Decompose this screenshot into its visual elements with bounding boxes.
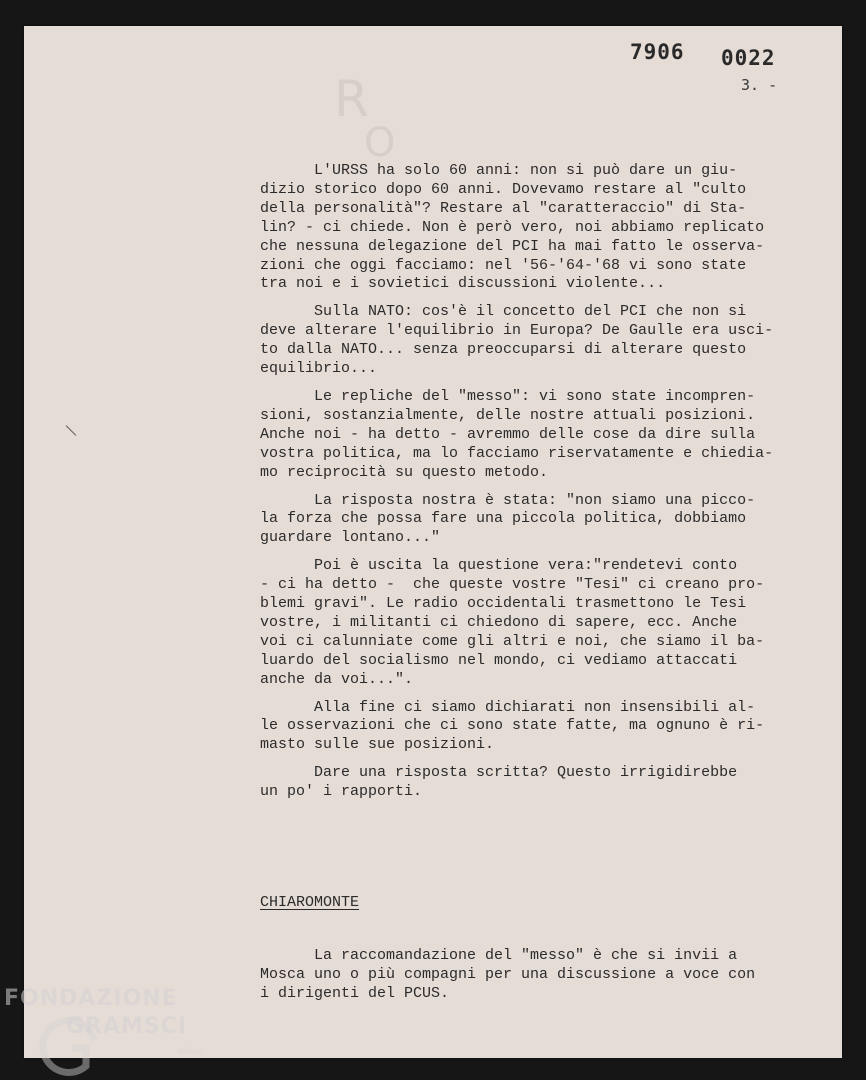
faint-stamp-icon (324, 56, 414, 176)
paragraph-3: Le repliche del "messo": vi sono state incompren- sioni, sostanzialmente, delle nostre attuali posizioni. Anche noi - ha detto - avremmo delle cose da dire sulla vostra politica, ma lo facciamo riservatamente e chiedia- mo reciprocità su questo metodo. (260, 387, 774, 481)
paragraph-6: Alla fine ci siamo dichiarati non insensibili al- le osservazioni che ci sono state fatte, ma ognuno è ri- masto sulle sue posizioni. (260, 698, 765, 754)
watermark-logo (4, 986, 214, 1080)
watermark-line-1: FONDAZIONE (4, 986, 178, 1011)
paragraph-2: Sulla NATO: cos'è il concetto del PCI che non si deve alterare l'equilibrio in Europa? De Gaulle era usci- to dalla NATO... senza preoccuparsi di alterare questo equilibrio... (260, 303, 774, 378)
paragraph-5: Poi è uscita la questione vera:"rendetevi conto - ci ha detto - che queste vostre "Tesi" ci creano pro- blemi gravi". Le radio occidentali trasmettono le Tesi vostre, i militanti ci chiedono di sapere, ecc. Anche voi ci calunniate come gli altri e noi, che siamo il ba- luardo del socialismo nel mondo, ci vediamo attaccati anche da voi...". (260, 557, 765, 688)
pen-mark-icon (66, 425, 77, 436)
closing-paragraph: La raccomandazione del "messo" è che si invii a Mosca uno o più compagni per una discussione a voce con i dirigenti del PCUS. (260, 947, 756, 1002)
archive-number-b: 0022 (721, 46, 776, 70)
page-number: 3. - (741, 76, 778, 94)
section-heading: CHIAROMONTE (260, 894, 360, 911)
watermark-line-3: onlus (178, 1046, 205, 1057)
document-page (24, 26, 842, 1058)
watermark-line-2: GRAMSCI (66, 1014, 188, 1039)
body-text (260, 162, 820, 811)
paragraph-1: L'URSS ha solo 60 anni: non si può dare un giu- dizio storico dopo 60 anni. Dovevamo restare al "culto della personalità"? Restare al "caratteraccio" di Sta- lin? - ci chiede. Non è però vero, noi abbiamo replicato che nessuna delegazione del PCI ha mai fatto le osserva- zioni che oggi facciamo: nel '56-'64-'68 vi sono state tra noi e i sovietici discussioni violente... (260, 162, 765, 293)
paragraph-7: Dare una risposta scritta? Questo irrigidirebbe un po' i rapporti. (260, 764, 738, 801)
paragraph-4: La risposta nostra è stata: "non siamo una picco- la forza che possa fare una piccola politica, dobbiamo guardare lontano..." (260, 491, 756, 547)
archive-number-a: 7906 (630, 40, 685, 64)
svg-text:R: R (334, 70, 369, 128)
svg-text:O: O (364, 120, 396, 166)
